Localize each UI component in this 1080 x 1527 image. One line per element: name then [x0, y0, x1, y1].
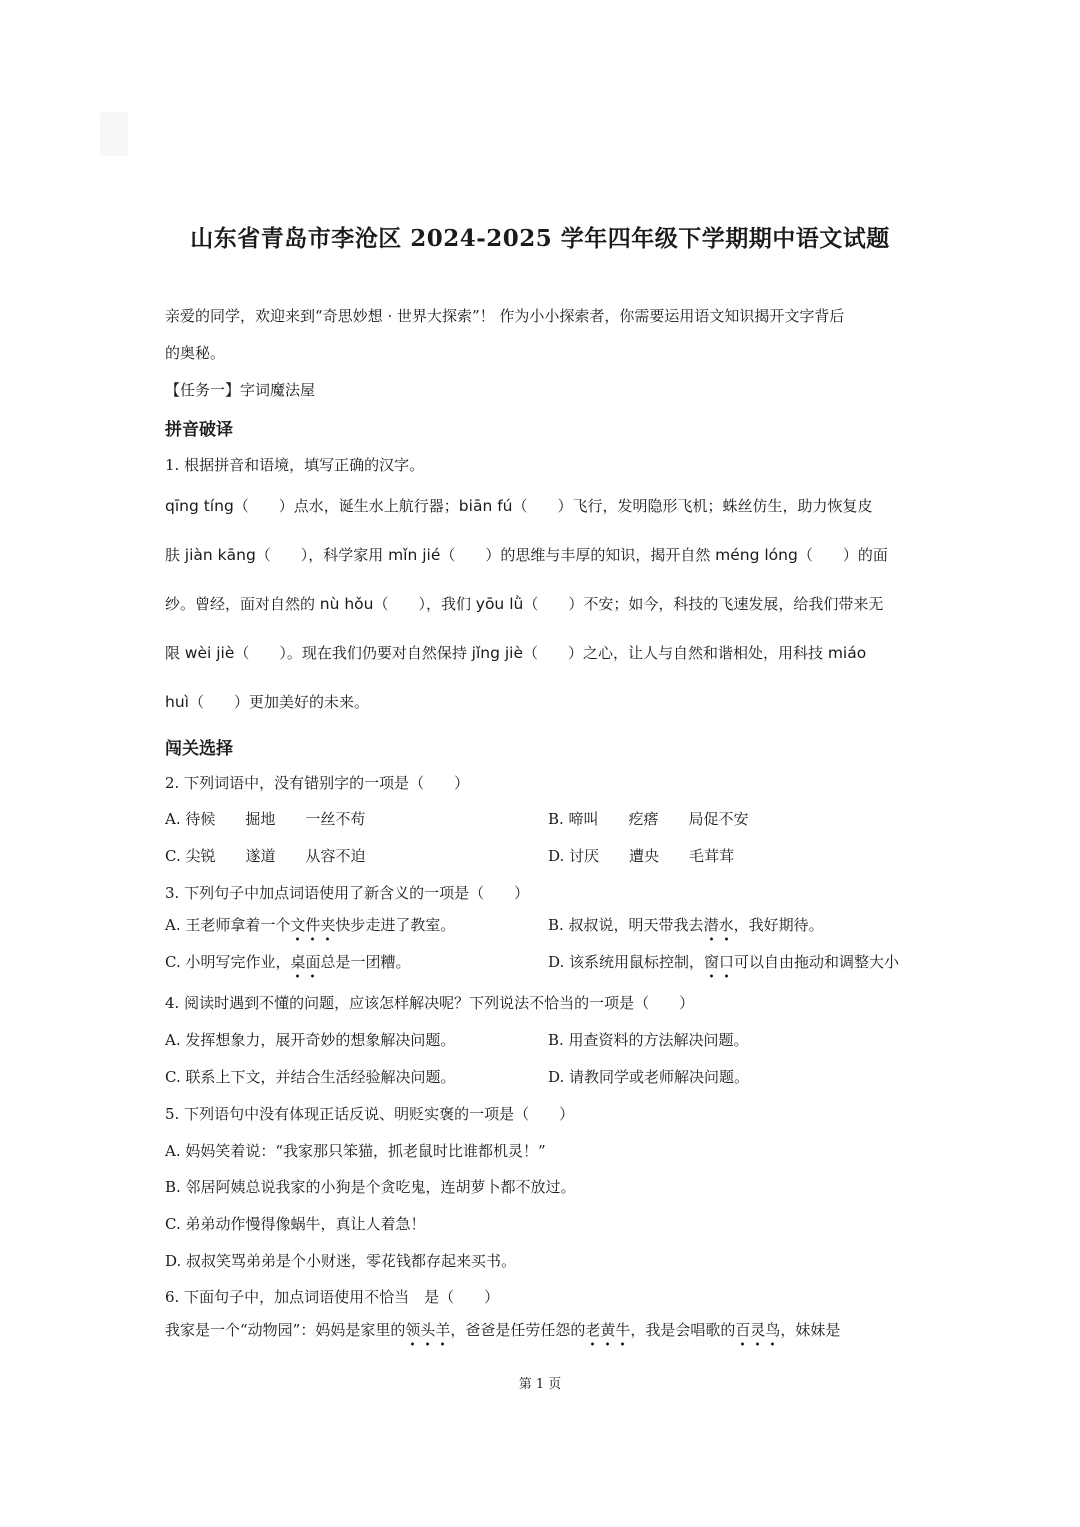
section-heading-pinyin: 拼音破译 — [165, 420, 233, 440]
q5-option-c[interactable]: C. 弟弟动作慢得像蜗牛，真让人着急！ — [165, 1215, 426, 1233]
dotted-word: 潜水 — [704, 916, 734, 941]
q2-option-a[interactable]: A. 待候 掘地 一丝不苟 — [165, 810, 366, 828]
q2-option-b[interactable]: B. 啼叫 疙瘩 局促不安 — [548, 810, 749, 828]
question-1-stem: 1. 根据拼音和语境，填写正确的汉字。 — [165, 456, 425, 474]
section-heading-choice: 闯关选择 — [165, 739, 233, 759]
pinyin-jian-kang: jiàn kāng — [184, 546, 256, 564]
pinyin-nu-hou: nù hǒu — [319, 595, 374, 613]
dotted-word: 文件夹 — [290, 916, 335, 941]
pinyin-you-lu: yōu lǜ — [475, 595, 524, 613]
scan-artifact — [100, 112, 128, 156]
q3-option-d[interactable]: D. 该系统用鼠标控制，窗口可以自由拖动和调整大小 — [548, 951, 899, 972]
answer-blank[interactable]: （ ）飞行，发明隐形飞机；蛛丝仿生，助力恢复皮 — [512, 497, 873, 515]
q2-option-d[interactable]: D. 讨厌 遭央 毛茸茸 — [548, 847, 735, 865]
answer-blank[interactable]: （ ）点水，诞生水上航行器； — [233, 497, 459, 515]
dotted-word: 桌面 — [290, 953, 320, 978]
q1-line-1 — [165, 495, 873, 516]
task-heading: 【任务一】字词魔法屋 — [165, 381, 316, 399]
page-number: 第 1 页 — [518, 1377, 562, 1392]
q4-option-c[interactable]: C. 联系上下文，并结合生活经验解决问题。 — [165, 1068, 456, 1086]
q1-line-3: 纱。曾经，面对自然的 nù hǒu（ ），我们 yōu lǜ（ ）不安；如今，科技的飞速发展，给我们带来无 — [165, 595, 884, 613]
answer-blank[interactable]: （ ）的面 — [797, 546, 888, 564]
q4-option-a[interactable]: A. 发挥想象力，展开奇妙的想象解决问题。 — [165, 1031, 456, 1049]
question-5-stem: 5. 下列语句中没有体现正话反说、明贬实褒的一项是（ ） — [165, 1105, 575, 1123]
answer-blank[interactable]: （ ），科学家用 — [255, 546, 389, 564]
q5-option-a[interactable]: A. 妈妈笑着说：“我家那只笨猫，抓老鼠时比谁都机灵！” — [165, 1142, 546, 1160]
pinyin-bian-fu: biān fú — [458, 497, 513, 515]
pinyin-miao: miáo — [827, 644, 867, 662]
answer-blank[interactable]: （ ）的思维与丰厚的知识，揭开自然 — [440, 546, 716, 564]
answer-blank[interactable]: （ ）之心，让人与自然和谐相处，用科技 — [523, 644, 828, 662]
question-2-stem: 2. 下列词语中，没有错别字的一项是（ ） — [165, 774, 470, 792]
q4-option-b[interactable]: B. 用查资料的方法解决问题。 — [548, 1031, 749, 1049]
dotted-word: 老黄牛 — [585, 1321, 630, 1346]
question-3-stem: 3. 下列句子中加点词语使用了新含义的一项是（ ） — [165, 884, 530, 902]
answer-blank[interactable]: （ ）不安；如今，科技的飞速发展，给我们带来无 — [523, 595, 884, 613]
q3-option-b[interactable]: B. 叔叔说，明天带我去潜水，我好期待。 — [548, 914, 824, 935]
dotted-word: 窗口 — [704, 953, 734, 978]
intro-line-2: 的奥秘。 — [165, 344, 226, 362]
answer-blank[interactable]: （ ），我们 — [373, 595, 476, 613]
q1-line-4: 限 wèi jiè（ ）。现在我们仍要对自然保持 jǐng jiè（ ）之心，让人与自然和谐相处，用科技 miáo — [165, 644, 867, 662]
pinyin-wei-jie: wèi jiè — [184, 644, 235, 662]
answer-blank[interactable]: （ ）。现在我们仍要对自然保持 — [234, 644, 472, 662]
pinyin-meng-long: méng lóng — [715, 546, 798, 564]
dotted-word: 百灵鸟 — [735, 1321, 780, 1346]
question-6-stem: 6. 下面句子中，加点词语使用不恰当 是（ ） — [165, 1288, 500, 1306]
q3-option-c[interactable]: C. 小明写完作业，桌面总是一团糟。 — [165, 951, 411, 972]
question-4-stem: 4. 阅读时遇到不懂的问题，应该怎样解决呢？下列说法不恰当的一项是（ ） — [165, 994, 695, 1012]
q5-option-b[interactable]: B. 邻居阿姨总说我家的小狗是个贪吃鬼，连胡萝卜都不放过。 — [165, 1178, 576, 1196]
q1-line-5 — [165, 691, 369, 712]
intro-line-1: 亲爱的同学，欢迎来到“奇思妙想 · 世界大探索”！ 作为小小探索者，你需要运用语文知识揭开文字背后 — [165, 307, 845, 325]
q5-option-d[interactable]: D. 叔叔笑骂弟弟是个小财迷，零花钱都存起来买书。 — [165, 1252, 517, 1270]
q4-option-d[interactable]: D. 请教同学或老师解决问题。 — [548, 1068, 750, 1086]
pinyin-qing-ting: qīng tíng — [165, 497, 234, 515]
pinyin-min-jie: mǐn jié — [388, 546, 441, 564]
pinyin-jing-jie: jǐng jiè — [471, 644, 524, 662]
page-title: 山东省青岛市李沧区 2024-2025 学年四年级下学期期中语文试题 — [190, 225, 890, 252]
dotted-word: 领头羊 — [405, 1321, 450, 1346]
q3-option-a[interactable]: A. 王老师拿着一个文件夹快步走进了教室。 — [165, 914, 455, 935]
q6-sentence: 我家是一个“动物园”：妈妈是家里的领头羊，爸爸是任劳任怨的老黄牛，我是会唱歌的百灵鸟，妹妹是 — [165, 1319, 840, 1340]
q2-option-c[interactable]: C. 尖锐 遂道 从容不迫 — [165, 847, 366, 865]
pinyin-hui: huì — [165, 693, 189, 711]
answer-blank[interactable]: （ ）更加美好的未来。 — [188, 693, 369, 711]
q1-line-2: 肤 jiàn kāng（ ），科学家用 mǐn jié（ ）的思维与丰厚的知识，揭开自然 méng lóng（ ）的面 — [165, 546, 888, 564]
